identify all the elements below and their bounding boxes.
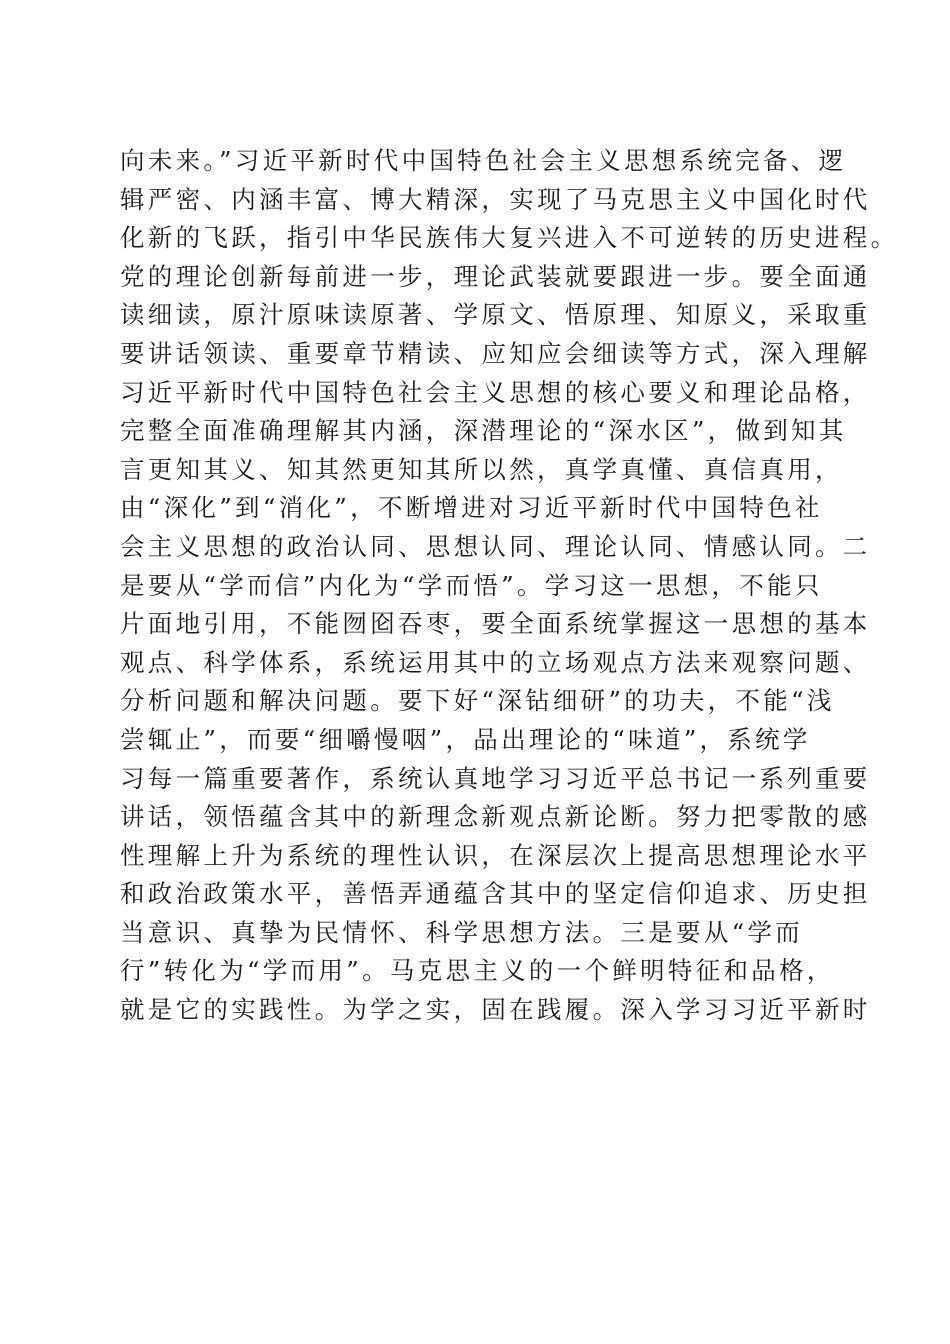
text-line: 要讲话领读、重要章节精读、应知应会细读等方式，深入理解 <box>120 338 871 368</box>
body-text <box>120 142 899 1030</box>
text-line: 习每一篇重要著作，系统认真地学习习近平总书记一系列重要 <box>120 763 871 793</box>
text-line: 由“深化”到“消化”，不断增进对习近平新时代中国特色社 <box>120 493 823 523</box>
text-line: 和政治政策水平，善悟弄通蕴含其中的坚定信仰追求、历史担 <box>120 879 871 909</box>
text-line: 行”转化为“学而用”。马克思主义的一个鲜明特征和品格， <box>120 956 835 986</box>
text-line: 化新的飞跃，指引中华民族伟大复兴进入不可逆转的历史进程。 <box>120 223 899 253</box>
text-line: 就是它的实践性。为学之实，固在践履。深入学习习近平新时 <box>120 995 871 1025</box>
text-line: 讲话，领悟蕴含其中的新理念新观点新论断。努力把零散的感 <box>120 802 871 832</box>
text-line: 向未来。”习近平新时代中国特色社会主义思想系统完备、逻 <box>120 146 847 175</box>
text-line: 读细读，原汁原味读原著、学原文、悟原理、知原义，采取重 <box>120 300 871 330</box>
text-line: 观点、科学体系，系统运用其中的立场观点方法来观察问题、 <box>120 647 871 677</box>
text-line: 是要从“学而信”内化为“学而悟”。学习这一思想，不能只 <box>120 570 823 600</box>
text-line: 片面地引用，不能囫囵吞枣，要全面系统掌握这一思想的基本 <box>120 609 871 639</box>
text-line: 党的理论创新每前进一步，理论武装就要跟进一步。要全面通 <box>120 261 871 291</box>
text-line: 完整全面准确理解其内涵，深潜理论的“深水区”，做到知其 <box>120 416 847 446</box>
text-line: 辑严密、内涵丰富、博大精深，实现了马克思主义中国化时代 <box>120 184 871 214</box>
text-line: 性理解上升为系统的理性认识，在深层次上提高思想理论水平 <box>120 840 871 870</box>
text-line: 尝辄止”，而要“细嚼慢咽”，品出理论的“味道”，系统学 <box>120 724 811 754</box>
text-line: 分析问题和解决问题。要下好“深钻细研”的功夫，不能“浅 <box>120 686 835 716</box>
text-line: 当意识、真挚为民情怀、科学思想方法。三是要从“学而 <box>120 917 804 947</box>
text-line: 习近平新时代中国特色社会主义思想的核心要义和理论品格， <box>120 377 871 407</box>
text-line: 言更知其义、知其然更知其所以然，真学真懂、真信真用， <box>120 454 843 484</box>
text-line: 会主义思想的政治认同、思想认同、理论认同、情感认同。二 <box>120 531 871 561</box>
